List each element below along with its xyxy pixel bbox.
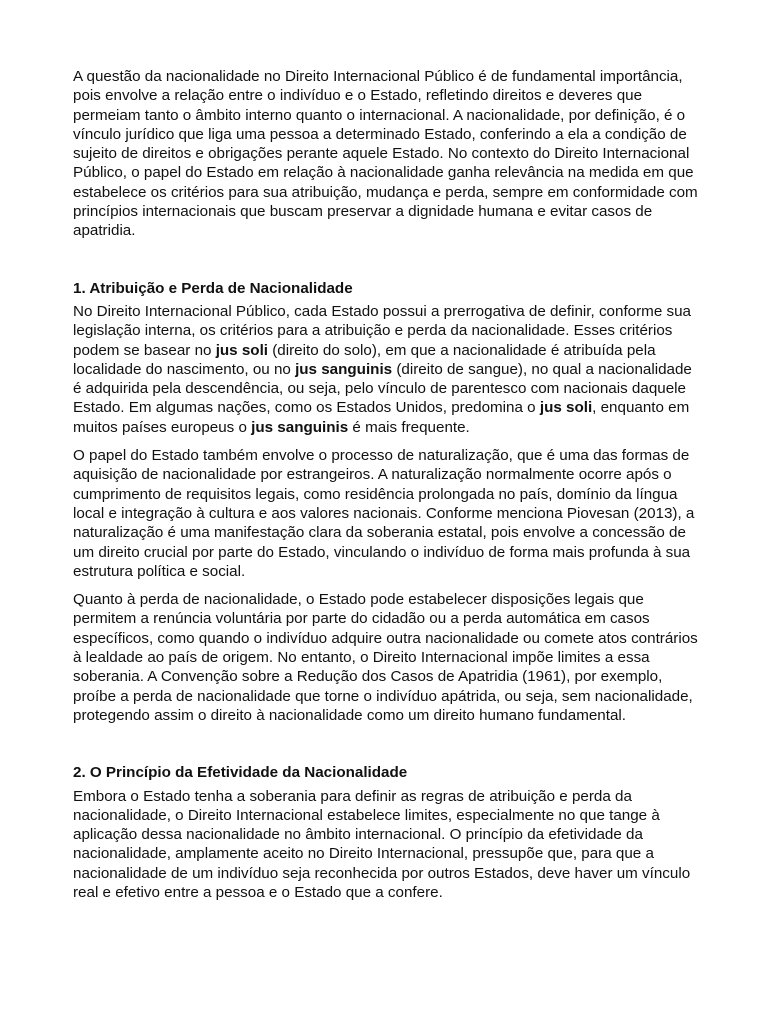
text-run: , enquanto em muitos países europeus o [73,399,690,436]
intro-paragraph: A questão da nacionalidade no Direito Internacional Público é de fundamental importância, pois envolve a relação entre o indivíduo e o Estado, refletindo direitos e deveres que permeiam tanto o âmbito interno quanto o internacional. A nacionalidade, por definição, é o vínculo jurídico que liga uma pessoa a determinado Estado, conferindo a ela a condição de sujeito de direitos e obrigações perante aquele Estado. No contexto do Direito Internacional Público, o papel do Estado em relação à nacionalidade ganha relevância na medida em que estabelece os critérios para sua atribuição, mudança e perda, sempre em conformidade com princípios internacionais que buscam preservar a dignidade humana e evitar casos de apatridia. [73,68,698,240]
section-1-paragraph-2: O papel do Estado também envolve o processo de naturalização, que é uma das formas de aquisição de nacionalidade por estrangeiros. A naturalização normalmente ocorre após o cumprimento de requisitos legais, como residência prolongada no país, domínio da língua local e integração à cultura e aos valores nacionais. Conforme menciona Piovesan (2013), a naturalização é uma manifestação clara da soberania estatal, pois envolve a concessão de um direito crucial por parte do Estado, vinculando o indivíduo de forma mais profunda à sua estrutura política e social. [73,447,695,580]
section-1-paragraph-3: Quanto à perda de nacionalidade, o Estado pode estabelecer disposições legais que permitem a renúncia voluntária por parte do cidadão ou a perda automática em casos específicos, como quando o indivíduo adquire outra nacionalidade ou comete atos contrários à lealdade ao país de origem. No entanto, o Direito Internacional impõe limites a essa soberania. A Convenção sobre a Redução dos Casos de Apatridia (1961), por exemplo, proíbe a perda de nacionalidade que torne o indivíduo apátrida, ou seja, sem nacionalidade, protegendo assim o direito à nacionalidade como um direito humano fundamental. [73,591,698,724]
text-run: No Direito Internacional Público, cada Estado possui a prerrogativa de definir, conforme sua legislação interna, os critérios para a atribuição e perda da nacionalidade. Esses critérios podem se basear no [73,302,691,359]
term-jus-soli: jus soli [215,341,269,359]
section-2-heading: 2. O Princípio da Efetividade da Nacionalidade [73,764,408,782]
term-jus-sanguinis: jus sanguinis [295,360,393,378]
document-page [73,67,699,911]
text-run: (direito do solo), em que a nacionalidade é atribuída pela localidade do nascimento, ou no [73,341,656,378]
section-1-heading: 1. Atribuição e Perda de Nacionalidade [73,279,353,297]
section-1-paragraph-1 [73,302,699,437]
text-run: (direito de sangue), no qual a nacionalidade é adquirida pela descendência, ou seja, pelo vínculo de parentesco com nacionais daquele Estado. Em algumas nações, como os Estados Unidos, predomina o [73,360,692,417]
text-run: é mais frequente. [348,418,470,436]
term-jus-soli: jus soli [539,399,593,417]
term-jus-sanguinis: jus sanguinis [251,418,349,436]
section-2-paragraph-1: Embora o Estado tenha a soberania para definir as regras de atribuição e perda da nacionalidade, o Direito Internacional estabelece limites, especialmente no que tange à aplicação dessa nacionalidade no âmbito internacional. O princípio da efetividade da nacionalidade, amplamente aceito no Direito Internacional, pressupõe que, para que a nacionalidade de um indivíduo seja reconhecida por outros Estados, deve haver um vínculo real e efetivo entre a pessoa e o Estado que a confere. [73,787,691,901]
